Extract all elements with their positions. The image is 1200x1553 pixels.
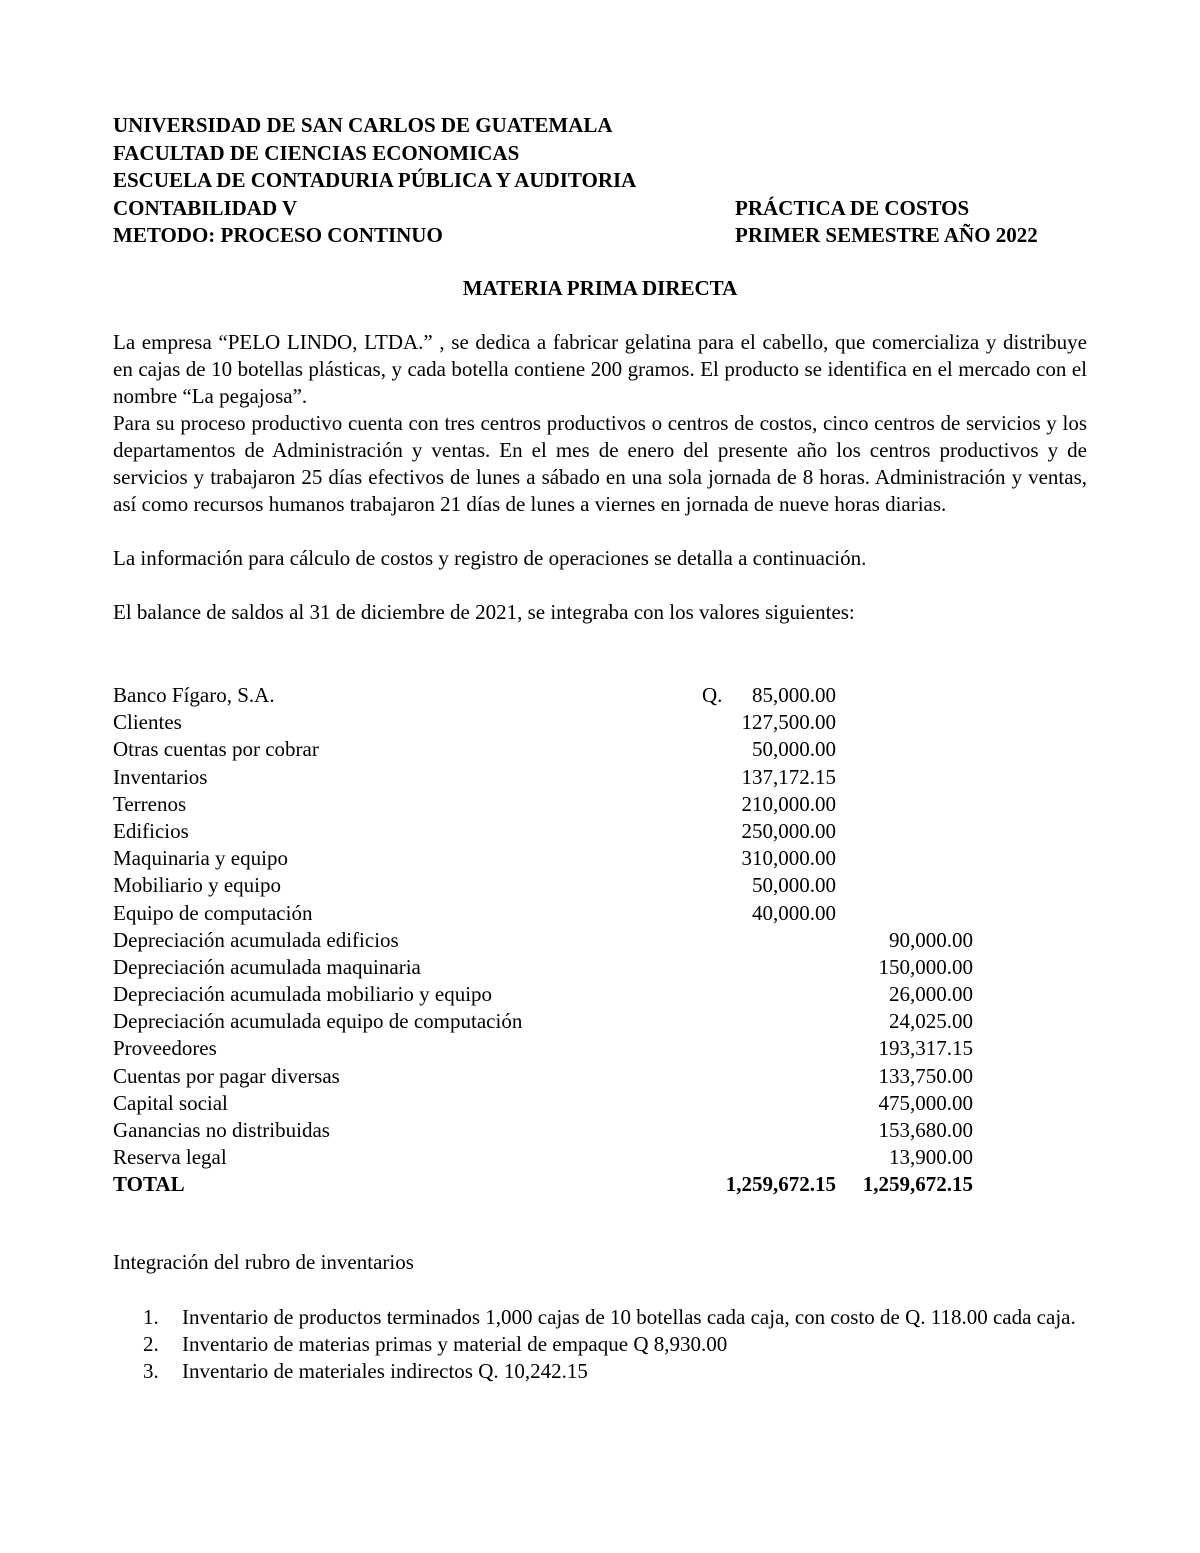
balance-row	[113, 954, 993, 981]
balance-row	[113, 845, 993, 872]
balance-credit-amount: 24,025.00	[889, 1009, 973, 1034]
intro-paragraph-process: Para su proceso productivo cuenta con tres centros productivos o centros de costos, cinco centros de servicios y los departamentos de Administración y ventas. En el mes de enero del presente año los centros productivos y de servicios y trabajaron 25 días efectivos de lunes a sábado en una sola jornada de 8 horas. Administración y ventas, así como recursos humanos trabajaron 21 días de lunes a viernes en jornada de nueve horas diarias.	[113, 411, 1087, 516]
balance-debit-amount: 310,000.00	[741, 846, 836, 871]
inventory-item-text: Inventario de materiales indirectos Q. 10,242.15	[182, 1359, 588, 1383]
balance-account-label: Clientes	[113, 710, 182, 735]
balance-row	[113, 1117, 993, 1144]
intro-section	[113, 329, 1087, 626]
balance-account-label: Depreciación acumulada edificios	[113, 927, 399, 952]
balance-debit-amount: 210,000.00	[741, 791, 836, 816]
balance-account-label: Maquinaria y equipo	[113, 846, 288, 871]
balance-account-label: Capital social	[113, 1090, 228, 1115]
header-row-method	[113, 222, 1087, 250]
balance-account-label: Reserva legal	[113, 1145, 227, 1170]
balance-debit-amount: 40,000.00	[752, 900, 836, 925]
document-header	[113, 112, 1087, 250]
balance-credit-amount: 150,000.00	[878, 954, 973, 979]
balance-account-label: Ganancias no distribuidas	[113, 1118, 330, 1142]
intro-paragraph-balance: El balance de saldos al 31 de diciembre de 2021, se integraba con los valores siguientes:	[113, 600, 855, 624]
balance-row	[113, 872, 993, 899]
balance-credit-amount: 193,317.15	[878, 1036, 973, 1061]
inventory-list	[113, 1304, 1087, 1385]
balance-account-label: Depreciación acumulada mobiliario y equipo	[113, 982, 493, 1007]
balance-account-label: Proveedores	[113, 1036, 217, 1061]
header-university: UNIVERSIDAD DE SAN CARLOS DE GUATEMALA	[113, 113, 613, 137]
balance-row	[113, 1144, 993, 1171]
header-school: ESCUELA DE CONTADURIA PÚBLICA Y AUDITORIA	[113, 168, 637, 192]
balance-row	[113, 1090, 993, 1117]
balance-row	[113, 927, 993, 954]
intro-paragraph-info: La información para cálculo de costos y registro de operaciones se detalla a continuación.	[113, 546, 867, 570]
balance-row	[113, 709, 993, 736]
inventory-item-text: Inventario de materias primas y material de empaque Q 8,930.00	[182, 1332, 728, 1356]
balance-debit-amount: 50,000.00	[752, 737, 836, 762]
inventory-list-item	[113, 1331, 1087, 1358]
balance-account-label: Banco Fígaro, S.A.	[113, 683, 275, 707]
inventory-list-item	[113, 1358, 1087, 1385]
balance-table	[113, 682, 993, 1199]
balance-total-debit: 1,259,672.15	[725, 1172, 836, 1197]
section-title: MATERIA PRIMA DIRECTA	[462, 276, 738, 300]
intro-paragraph-company: La empresa “PELO LINDO, LTDA.” , se dedica a fabricar gelatina para el cabello, que comercializa y distribuye en cajas de 10 botellas plásticas, y cada botella contiene 200 gramos. El producto se identifica en el mercado con el nombre “La pegajosa”.	[113, 330, 1087, 408]
balance-account-label: Depreciación acumulada equipo de computación	[113, 1009, 523, 1034]
balance-debit-amount: 137,172.15	[741, 764, 836, 789]
balance-account-label: Cuentas por pagar diversas	[113, 1063, 340, 1088]
inventory-item-number: 1.	[143, 1305, 159, 1329]
balance-total-label: TOTAL	[113, 1172, 185, 1197]
inventory-item-number: 3.	[143, 1359, 159, 1383]
balance-row	[113, 1008, 993, 1035]
balance-debit-amount: 85,000.00	[752, 683, 836, 707]
balance-credit-amount: 26,000.00	[889, 982, 973, 1007]
inventory-list-item	[113, 1304, 1087, 1331]
balance-row	[113, 900, 993, 927]
inventory-item-number: 2.	[143, 1332, 159, 1356]
balance-account-label: Terrenos	[113, 791, 187, 816]
inventory-item-text: Inventario de productos terminados 1,000 cajas de 10 botellas cada caja, con costo de Q. 118.00 cada caja.	[182, 1305, 1076, 1329]
balance-credit-amount: 475,000.00	[878, 1090, 973, 1115]
balance-account-label: Depreciación acumulada maquinaria	[113, 954, 421, 979]
header-row-course	[113, 195, 1087, 223]
balance-row	[113, 1063, 993, 1090]
balance-credit-amount: 13,900.00	[889, 1145, 973, 1170]
balance-row	[113, 1035, 993, 1062]
balance-debit-amount: 250,000.00	[741, 818, 836, 843]
header-method: METODO: PROCESO CONTINUO	[113, 223, 443, 247]
balance-credit-amount: 133,750.00	[878, 1063, 973, 1088]
balance-debit-amount: 50,000.00	[752, 873, 836, 898]
balance-account-label: Equipo de computación	[113, 900, 313, 925]
balance-total-credit: 1,259,672.15	[862, 1172, 973, 1197]
balance-currency: Q.	[702, 683, 723, 707]
header-course: CONTABILIDAD V	[113, 195, 298, 220]
balance-row	[113, 764, 993, 791]
balance-total-row	[113, 1171, 993, 1198]
balance-account-label: Inventarios	[113, 764, 208, 789]
balance-credit-amount: 90,000.00	[889, 927, 973, 952]
balance-account-label: Edificios	[113, 818, 189, 843]
balance-account-label: Mobiliario y equipo	[113, 873, 281, 898]
balance-row	[113, 981, 993, 1008]
balance-row	[113, 682, 993, 709]
balance-credit-amount: 153,680.00	[878, 1118, 973, 1142]
balance-row	[113, 791, 993, 818]
inventory-title: Integración del rubro de inventarios	[113, 1250, 414, 1274]
balance-account-label: Otras cuentas por cobrar	[113, 737, 319, 762]
header-semester: PRIMER SEMESTRE AÑO 2022	[735, 223, 1038, 247]
header-practice: PRÁCTICA DE COSTOS	[735, 195, 970, 220]
balance-debit-amount: 127,500.00	[741, 710, 836, 735]
balance-row	[113, 736, 993, 763]
balance-row	[113, 818, 993, 845]
header-faculty: FACULTAD DE CIENCIAS ECONOMICAS	[113, 140, 520, 165]
